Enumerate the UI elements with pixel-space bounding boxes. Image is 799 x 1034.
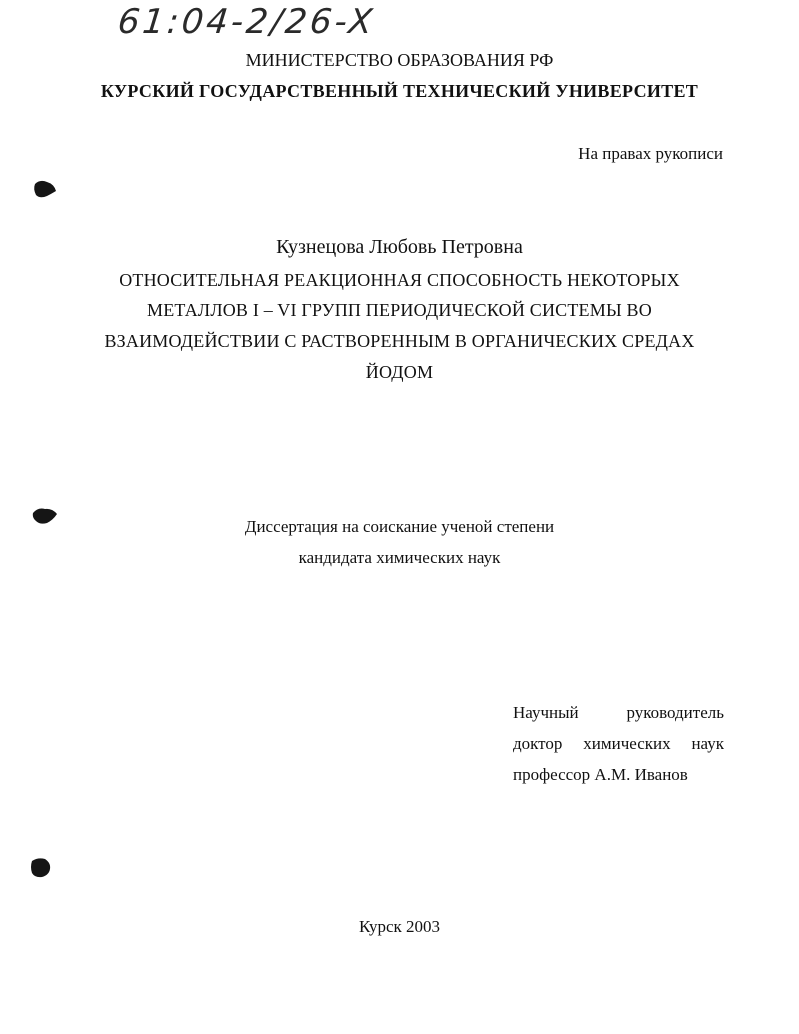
supervisor-line-1 — [513, 703, 724, 723]
punch-hole-mark — [32, 178, 58, 200]
supervisor-word: химических — [583, 734, 671, 753]
supervisor-word: руководитель — [626, 703, 724, 722]
supervisor-word: наук — [691, 734, 724, 753]
supervisor-line-3: профессор А.М. Иванов — [513, 765, 688, 784]
title-line: ОТНОСИТЕЛЬНАЯ РЕАКЦИОННАЯ СПОСОБНОСТЬ НЕКОТОРЫХ — [119, 270, 680, 290]
punch-hole-mark — [31, 505, 59, 527]
manuscript-rights-note: На правах рукописи — [578, 144, 723, 163]
author-name: Кузнецова Любовь Петровна — [276, 236, 523, 258]
title-line: ВЗАИМОДЕЙСТВИИ С РАСТВОРЕННЫМ В ОРГАНИЧЕСКИХ СРЕДАХ — [104, 331, 695, 351]
supervisor-word: доктор — [513, 734, 563, 753]
ministry-heading: МИНИСТЕРСТВО ОБРАЗОВАНИЯ РФ — [245, 50, 554, 70]
degree-line-2: кандидата химических наук — [298, 548, 501, 567]
place-and-year: Курск 2003 — [358, 917, 441, 936]
title-line: ЙОДОМ — [365, 362, 434, 382]
university-heading: КУРСКИЙ ГОСУДАРСТВЕННЫЙ ТЕХНИЧЕСКИЙ УНИВЕРСИТЕТ — [100, 81, 699, 101]
title-line: МЕТАЛЛОВ I – VI ГРУПП ПЕРИОДИЧЕСКОЙ СИСТЕМЫ ВО — [147, 300, 652, 320]
supervisor-line-2 — [513, 734, 724, 754]
archive-number-handwritten: 61:04-2/26-X — [115, 2, 378, 42]
degree-line-1: Диссертация на соискание ученой степени — [244, 517, 555, 536]
punch-hole-mark — [29, 856, 53, 880]
supervisor-word: Научный — [513, 703, 579, 722]
